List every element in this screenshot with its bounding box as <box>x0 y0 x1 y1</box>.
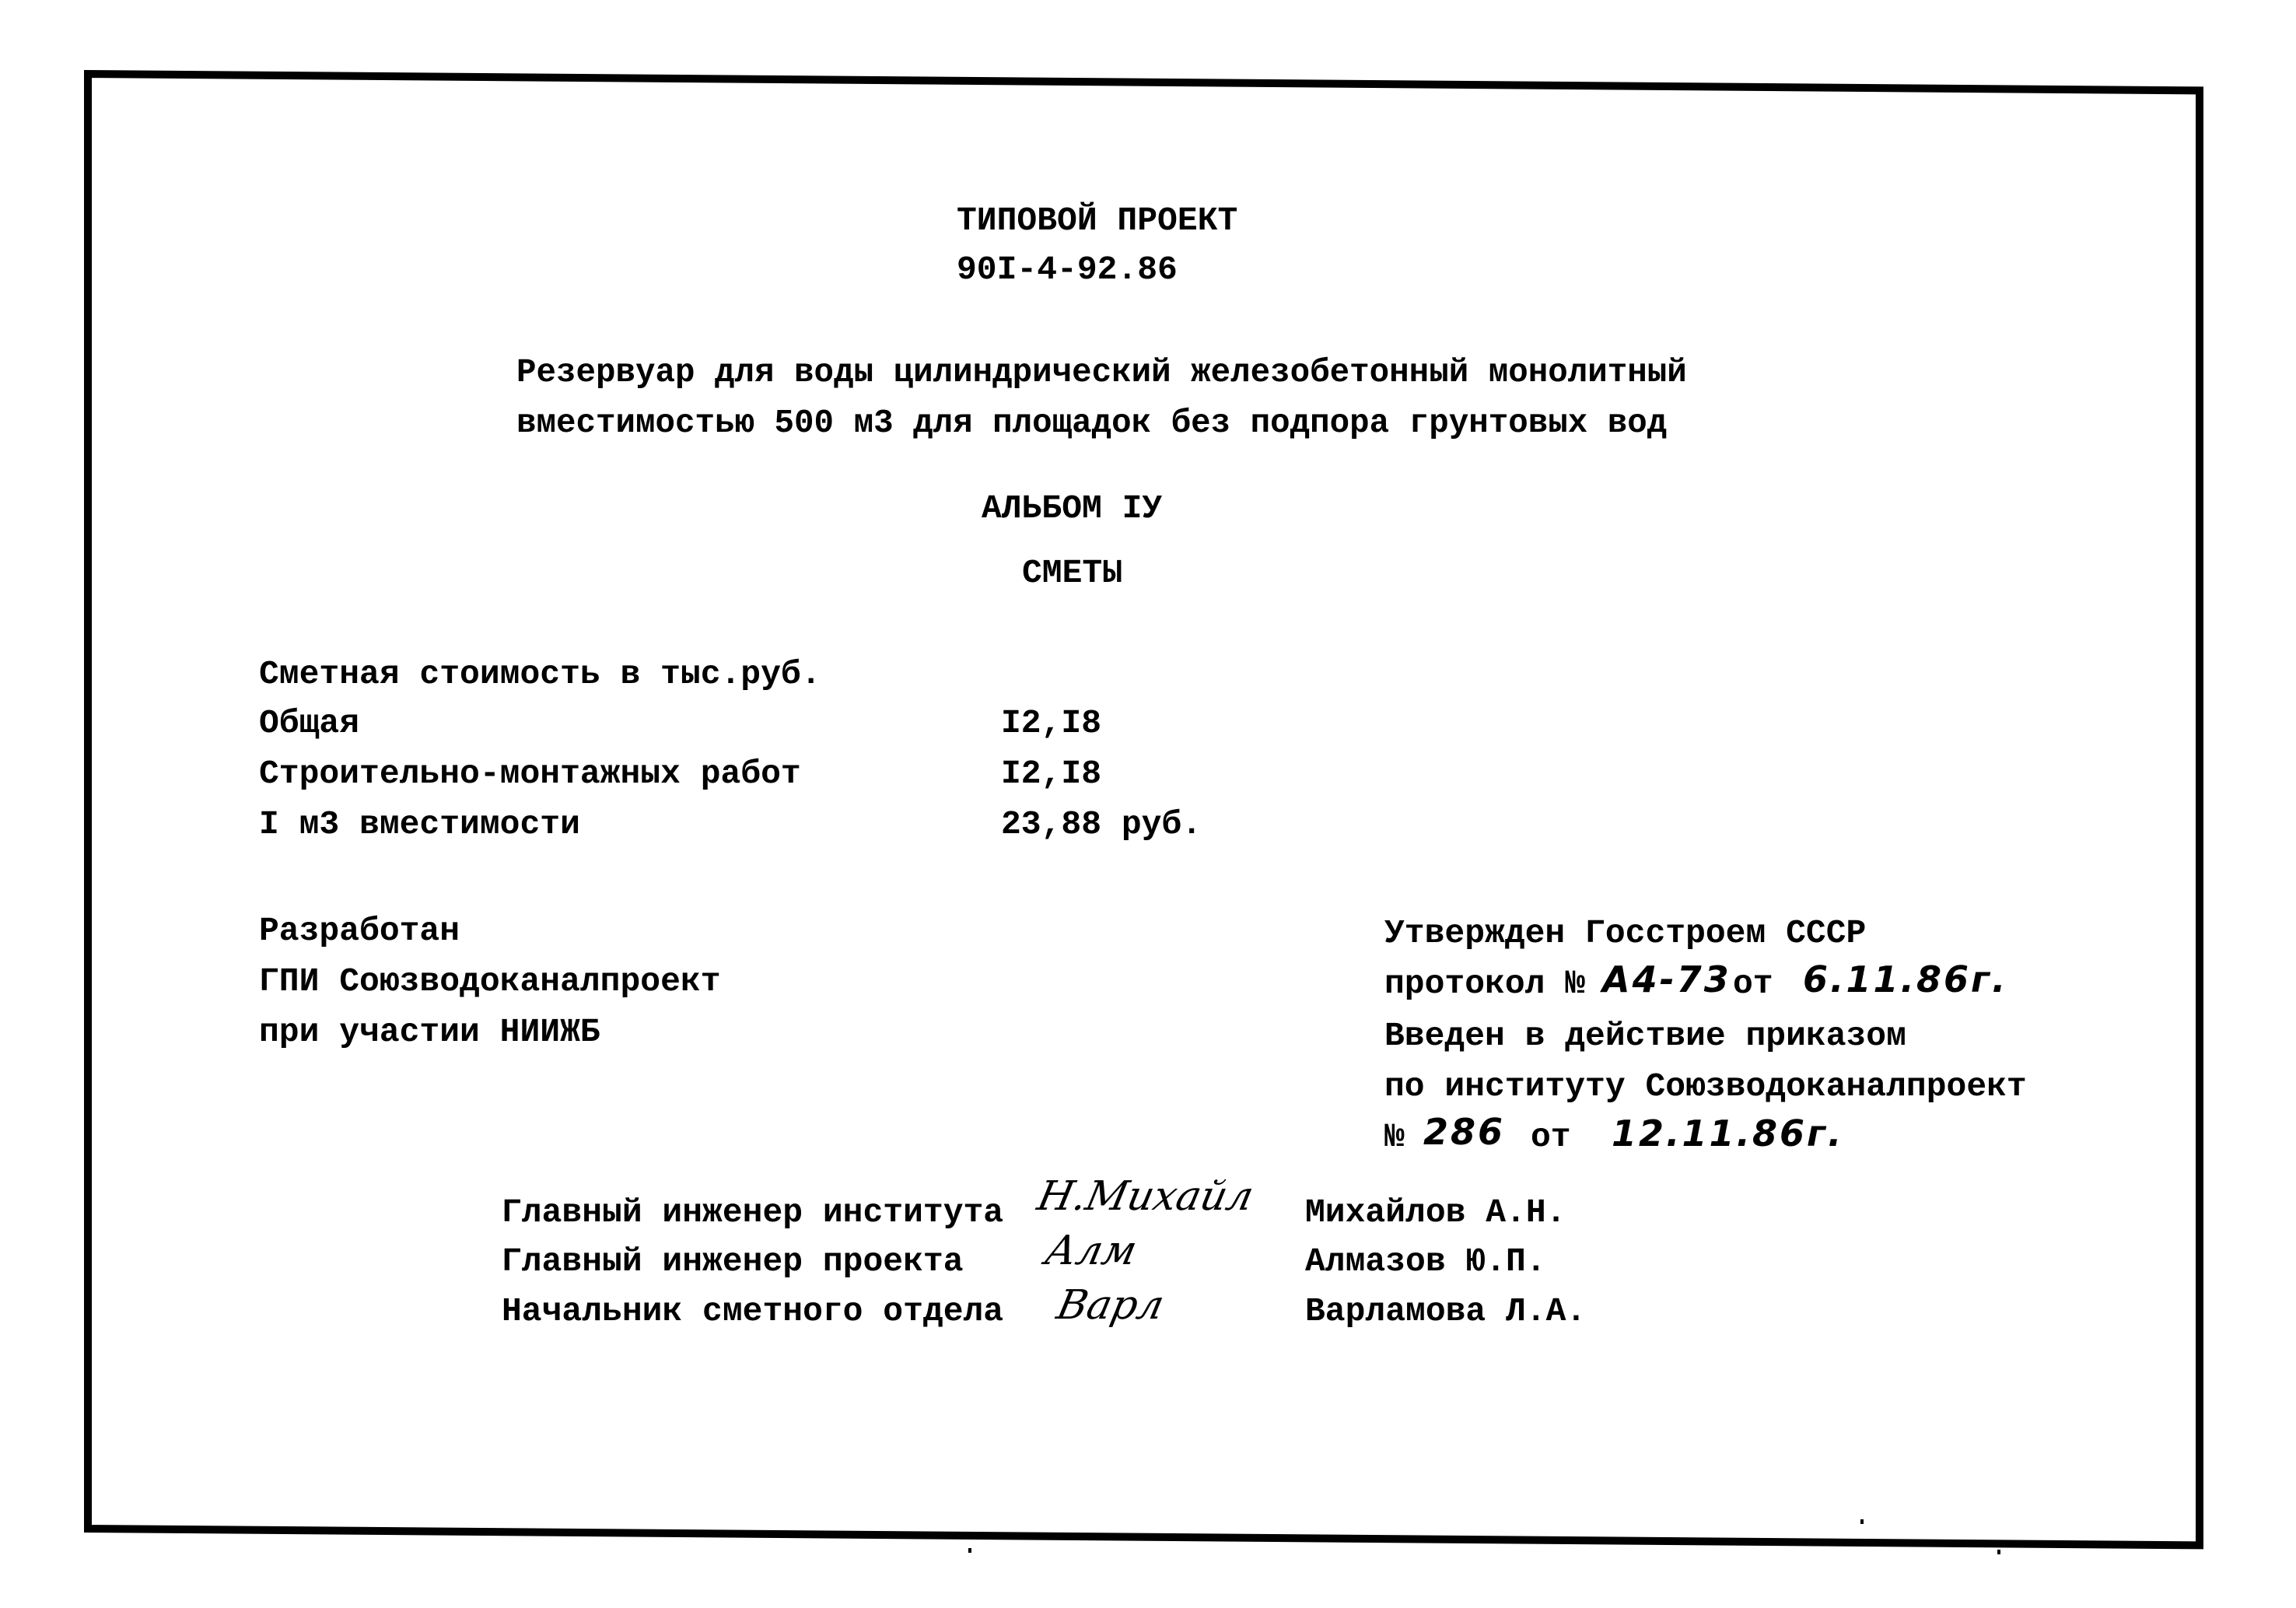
album-subtitle: СМЕТЫ <box>1022 554 1123 592</box>
approval-line-3: Введен в действие приказом <box>1384 1017 1906 1055</box>
protocol-number-handwritten: А4-73 <box>1602 958 1731 1000</box>
signatory-name: Варламова Л.А. <box>1305 1292 1587 1330</box>
signature-role: Главный инженер проекта <box>502 1242 964 1280</box>
document-type-title: ТИПОВОЙ ПРОЕКТ <box>957 201 1238 240</box>
handwritten-signature: Варл <box>1052 1282 1169 1329</box>
signatory-name: Алмазов Ю.П. <box>1305 1242 1546 1280</box>
cost-row-label: I м3 вместимости <box>259 805 580 843</box>
developer-label: Разработан <box>259 912 460 950</box>
signatory-name: Михайлов А.Н. <box>1305 1193 1566 1231</box>
cost-heading: Сметная стоимость в тыс.руб. <box>259 655 821 693</box>
project-code: 90I-4-92.86 <box>957 250 1178 289</box>
cost-row-label: Строительно-монтажных работ <box>259 755 801 793</box>
order-from: от <box>1531 1118 1571 1156</box>
cost-row-value: I2,I8 <box>1001 704 1102 742</box>
order-date-handwritten: 12.11.86г. <box>1612 1112 1844 1154</box>
cost-row-label: Общая <box>259 704 360 742</box>
handwritten-signature: Алм <box>1041 1228 1141 1274</box>
album-label: АЛЬБОМ IУ <box>982 489 1163 527</box>
scan-speck <box>968 1548 971 1553</box>
approval-line-1: Утвержден Госстроем СССР <box>1384 914 1867 952</box>
description-line-1: Резервуар для воды цилиндрический железобетонный монолитный <box>516 354 1687 391</box>
developer-participant: при участии НИИЖБ <box>259 1013 600 1051</box>
protocol-prefix: протокол № <box>1384 965 1586 1003</box>
description-line-2: вместимостью 500 м3 для площадок без подпора грунтовых вод <box>516 405 1668 442</box>
approval-line-4: по институту Союзводоканалпроект <box>1384 1067 2027 1105</box>
order-number-handwritten: 286 <box>1423 1111 1506 1153</box>
signature-role: Начальник сметного отдела <box>502 1292 1004 1330</box>
protocol-date-handwritten: 6.11.86г. <box>1803 958 2008 1000</box>
developer-organization: ГПИ Союзводоканалпроект <box>259 962 721 1000</box>
cost-row-value: 23,88 руб. <box>1001 805 1202 843</box>
order-prefix: № <box>1384 1118 1405 1156</box>
scan-speck <box>1860 1519 1864 1524</box>
cost-row-value: I2,I8 <box>1001 755 1102 793</box>
signature-role: Главный инженер института <box>502 1193 1004 1231</box>
handwritten-signature: Н.Михайл <box>1033 1173 1258 1220</box>
protocol-from: от <box>1733 965 1773 1003</box>
scan-speck <box>1997 1550 2000 1554</box>
